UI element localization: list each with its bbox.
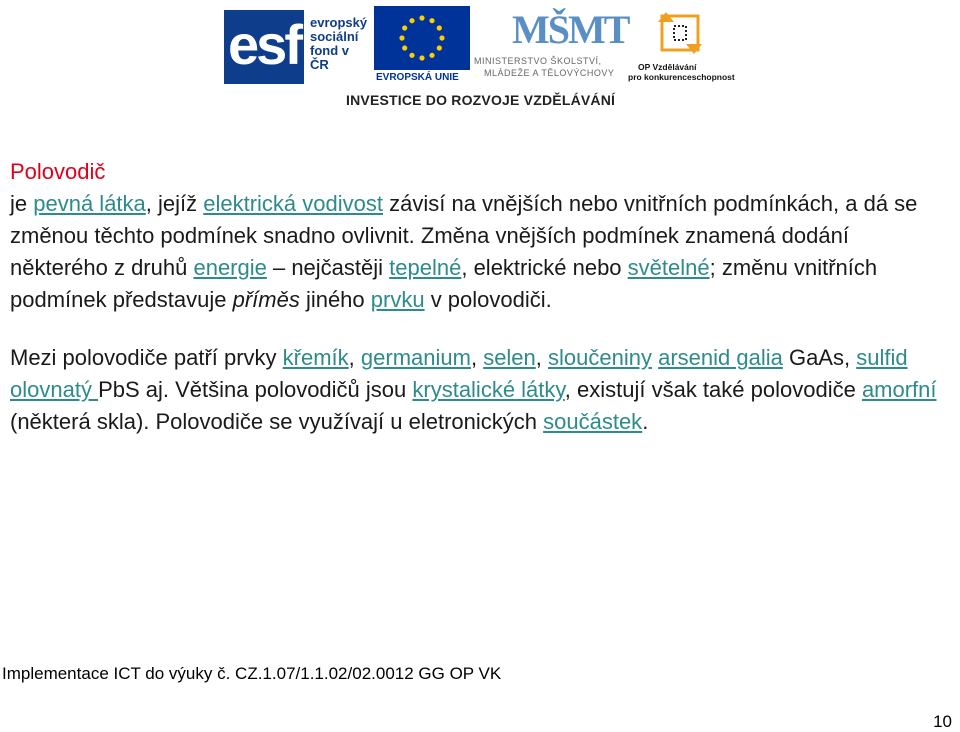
link-arsenid-galia[interactable]: arsenid galia [658,345,783,370]
text-segment: PbS aj. Většina polovodičů jsou [98,377,413,402]
text-segment: je [10,191,34,216]
link-selen[interactable]: selen [483,345,536,370]
esf-caption-line-2: sociální [310,29,359,44]
link-energie[interactable]: energie [193,255,267,280]
text-segment: , existují však také polovodiče [564,377,862,402]
link-soucastek[interactable]: součástek [543,409,643,434]
esf-logo [224,8,370,84]
opvk-caption-line-1: OP Vzdělávání [638,62,697,72]
slide-title: Polovodič [10,159,106,184]
footer-project-id: Implementace ICT do výuky č. CZ.1.07/1.1.02/02.0012 GG OP VK [2,664,502,683]
opvk-arrows-icon [654,8,706,58]
invest-slogan: INVESTICE DO ROZVOJE VZDĚLÁVÁNÍ [346,92,616,108]
emphasis-primes: příměs [232,287,300,312]
link-germanium[interactable]: germanium [360,345,471,370]
text-segment: , jejíž [145,191,204,216]
link-elektricka-vodivost[interactable]: elektrická vodivost [203,191,383,216]
text-segment: závisí na vnějších nebo vnitřních podmínkách, a dá se změnou těchto podmínek snadno ovlivnit. Změna vnějších podmínek znamená dodání některého z druhů [10,191,918,280]
link-amorfni[interactable]: amorfní [861,377,937,402]
logo-header [0,0,960,112]
text-segment: . [642,409,649,434]
text-segment: GaAs, [782,345,857,370]
eu-caption: EVROPSKÁ UNIE [376,72,459,83]
text-segment: , elektrické nebo [461,255,628,280]
eu-stars-icon [374,6,470,70]
link-svetelne[interactable]: světelné [627,255,710,280]
text-segment: Mezi polovodiče patří prvky [10,345,283,370]
paragraph-gap [10,316,950,342]
link-sulfid-olovnaty[interactable]: sulfid olovnatý [10,345,908,402]
eu-logo [374,6,470,86]
esf-caption-line-3: fond v ČR [310,43,349,72]
text-segment: ; změnu vnitřních podmínek představuje [10,255,878,312]
esf-caption [310,16,370,72]
link-slouceniny[interactable]: sloučeniny [548,345,652,370]
esf-caption-line-1: evropský [310,15,368,30]
msmt-logo [474,6,629,86]
msmt-caption-line-2: MLÁDEŽE A TĚLOVÝCHOVY [484,68,615,78]
text-segment: , [348,345,361,370]
link-krystalicke-latky[interactable]: krystalické látky [412,377,565,402]
link-pevna-latka[interactable]: pevná látka [33,191,146,216]
page-number: 10 [933,712,952,731]
slide-content [10,156,950,438]
text-segment: , [535,345,549,370]
opvk-logo [628,6,738,86]
msmt-caption-line-1: MINISTERSTVO ŠKOLSTVÍ, [474,56,602,66]
opvk-caption-line-2: pro konkurenceschopnost [628,72,735,82]
link-prvku[interactable]: prvku [370,287,425,312]
partner-logos [224,6,744,86]
text-segment: v polovodiči. [424,287,552,312]
paragraph-examples [10,342,950,438]
text-segment: – nejčastěji [266,255,390,280]
text-segment: (některá skla). Polovodiče se využívají u eletronických [10,409,544,434]
text-segment: , [470,345,484,370]
link-kremik[interactable]: křemík [282,345,349,370]
link-tepelne[interactable]: tepelné [389,255,462,280]
paragraph-definition [10,188,950,316]
eu-flag-icon [374,6,470,70]
msmt-mark: MŠMT [512,7,629,52]
text-segment: jiného [299,287,371,312]
esf-mark: esf [224,10,304,84]
